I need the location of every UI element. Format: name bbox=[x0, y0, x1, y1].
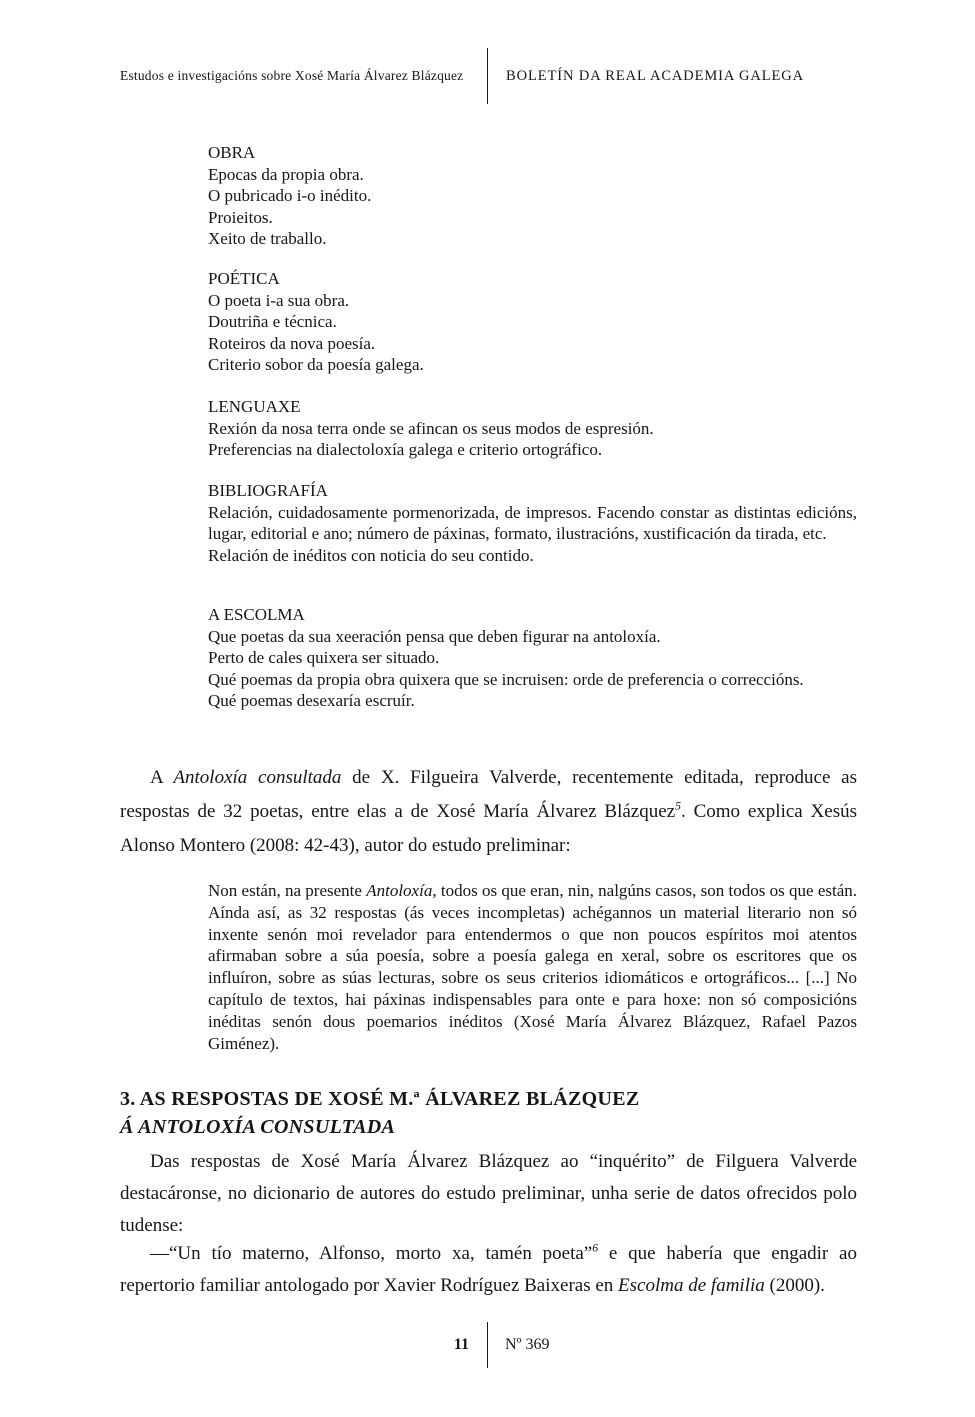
section-title: LENGUAXE bbox=[208, 397, 301, 416]
section-line: Qué poemas da propia obra quixera que se incruisen: orde de preferencia o correccións. bbox=[208, 669, 804, 689]
section-line: Preferencias na dialectoloxía galega e criterio ortográfico. bbox=[208, 440, 603, 460]
section-line: Roteiros da nova poesía. bbox=[208, 333, 376, 353]
intro-text-2: de X. Filgueira Valverde, recentemente editada, reproduce as respostas de 32 poetas, entre elas a de Xosé María Álvarez Blázquez bbox=[120, 767, 857, 822]
section-lines bbox=[208, 418, 857, 461]
tio-text-1: —“Un tío materno, Alfonso, morto xa, tamén poeta” bbox=[150, 1243, 593, 1264]
header-running-title: Estudos e investigacións sobre Xosé María Álvarez Blázquez bbox=[120, 68, 464, 83]
page-header bbox=[120, 46, 857, 106]
section-line: Epocas da propia obra. bbox=[208, 164, 364, 184]
section-title: OBRA bbox=[208, 143, 256, 162]
section-title: A ESCOLMA bbox=[208, 605, 305, 624]
section-title: POÉTICA bbox=[208, 269, 280, 288]
blockquote-alonso-montero bbox=[208, 880, 857, 1054]
header-divider-rule bbox=[487, 48, 488, 104]
section-line: Criterio sobor da poesía galega. bbox=[208, 355, 424, 375]
section-line: Que poetas da sua xeeración pensa que deben figurar na antoloxía. bbox=[208, 626, 661, 646]
paragraph-antoloxia-intro bbox=[120, 761, 857, 863]
intro-text-1: A bbox=[150, 767, 174, 788]
section-heading bbox=[120, 1085, 857, 1141]
tio-text-3: (2000). bbox=[764, 1275, 825, 1296]
quote-text-1: Non están, na presente bbox=[208, 881, 367, 900]
paragraph-das-respostas: Das respostas de Xosé María Álvarez Blázquez ao “inquérito” de Filguera Valverde destacáronse, no dicionario de autores do estudo preliminar, unha serie de datos ofrecidos polo tudense: bbox=[120, 1151, 857, 1236]
section-line: Doutriña e técnica. bbox=[208, 312, 337, 332]
footnote-ref-6: 6 bbox=[592, 1241, 599, 1255]
section-lines bbox=[208, 626, 857, 712]
questionnaire-section-lenguaxe bbox=[208, 396, 857, 461]
tio-book-title: Escolma de familia bbox=[618, 1275, 765, 1296]
questionnaire-section-obra bbox=[208, 142, 857, 250]
section-lines bbox=[208, 164, 857, 250]
section-line: Relación de inéditos con noticia do seu contido. bbox=[208, 545, 534, 565]
questionnaire-section-poetica bbox=[208, 268, 857, 376]
intro-text-3: . Como explica Xesús Alonso Montero (2008: 42-43), autor do estudo preliminar: bbox=[120, 801, 857, 856]
quote-text-2: , todos os que eran, nin, nalgúns casos, son todos os que están. Aínda así, as 32 respostas (ás veces incompletas) achégannos un material literario non só inxente senón moi revelador para entendermos o que non poucos espíritos moi atentos afirmaban sobre a súa poesía, sobre a poesía galega en xeral, sobre os escritores que os influíron, sobre as súas lecturas, sobre os seus criterios idiomáticos e ortográficos... [...] No capítulo de textos, hai páxinas indispensables para onte e para hoxe: non só composicións inéditas senón dous poemarios inéditos (Xosé María Álvarez Blázquez, Rafael Pazos Giménez). bbox=[208, 881, 858, 1053]
footer-issue-number: Nº 369 bbox=[505, 1336, 550, 1353]
questionnaire-section-a-escolma bbox=[208, 604, 857, 712]
footnote-ref-5: 5 bbox=[675, 799, 681, 813]
quote-book-title: Antoloxía bbox=[366, 881, 433, 900]
paragraph-tio-materno bbox=[120, 1238, 857, 1302]
section-line: Relación, cuidadosamente pormenorizada, de impresos. Facendo constar as distintas edicións, lugar, editorial e ano; número de páxinas, formato, ilustracións, xustificación da tirada, etc. bbox=[208, 502, 857, 544]
heading-line-2: Á ANTOLOXÍA CONSULTADA bbox=[120, 1116, 396, 1138]
questionnaire-section-bibliografia bbox=[208, 480, 857, 566]
intro-book-title: Antoloxía consultada bbox=[173, 767, 342, 788]
tio-text-2: e que habería que engadir ao repertorio familiar antologado por Xavier Rodríguez Baixeras en bbox=[120, 1243, 857, 1296]
section-line: Proieitos. bbox=[208, 207, 273, 227]
section-line: Xeito de traballo. bbox=[208, 229, 327, 249]
section-line: Qué poemas desexaría escruír. bbox=[208, 691, 415, 711]
header-journal-title: BOLETÍN DA REAL ACADEMIA GALEGA bbox=[506, 67, 805, 84]
section-line: Perto de cales quixera ser situado. bbox=[208, 648, 440, 668]
section-title: BIBLIOGRAFÍA bbox=[208, 481, 328, 500]
footer-page-number: 11 bbox=[453, 1336, 469, 1353]
section-lines bbox=[208, 290, 857, 376]
section-lines bbox=[208, 502, 857, 567]
heading-line-1: 3. AS RESPOSTAS DE XOSÉ M.ª ÁLVAREZ BLÁZQUEZ bbox=[120, 1088, 640, 1110]
section-line: O pubricado i-o inédito. bbox=[208, 186, 372, 206]
page-footer bbox=[0, 1320, 975, 1370]
section-line: Rexión da nosa terra onde se afincan os seus modos de espresión. bbox=[208, 418, 654, 438]
section-line: O poeta i-a sua obra. bbox=[208, 290, 350, 310]
